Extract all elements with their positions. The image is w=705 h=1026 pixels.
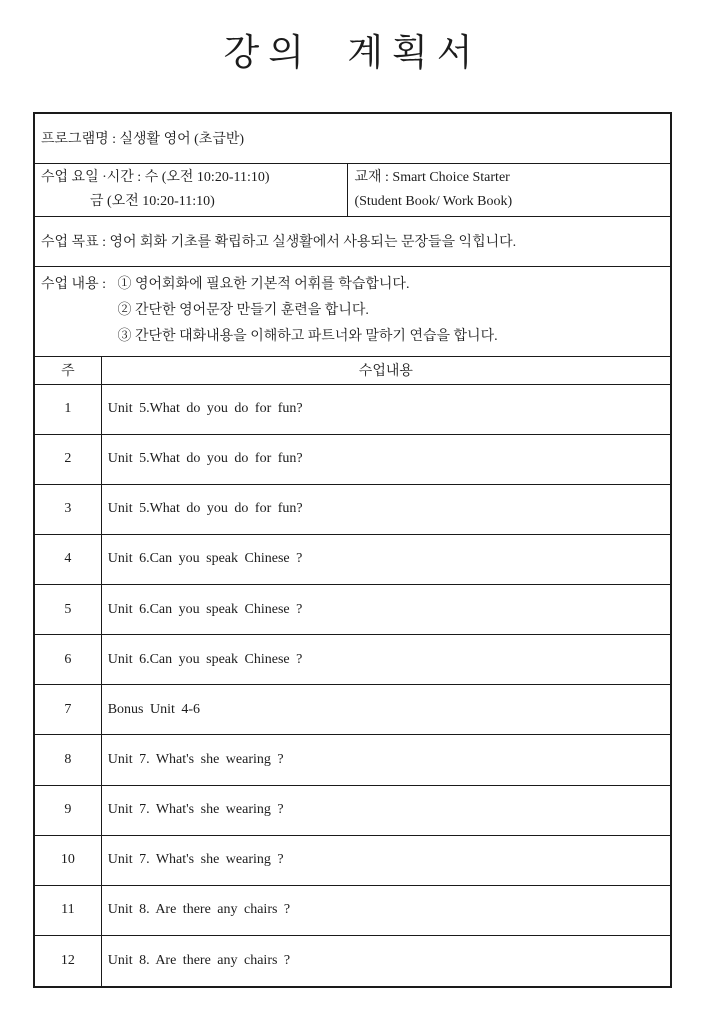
table-row — [34, 434, 671, 484]
table-row — [34, 585, 671, 635]
week-number-cell: 8 — [34, 735, 101, 785]
week-content-cell: Unit 8. Are there any chairs ? — [101, 885, 671, 935]
table-row — [34, 484, 671, 534]
week-number-cell: 7 — [34, 685, 101, 735]
week-number-cell: 12 — [34, 936, 101, 987]
content-row — [34, 266, 671, 356]
week-number-cell: 9 — [34, 785, 101, 835]
goal-row — [34, 216, 671, 266]
week-number-cell: 11 — [34, 885, 101, 935]
content-item-1: ① 영어회화에 필요한 기본적 어휘를 학습합니다. — [117, 277, 410, 292]
table-row — [34, 885, 671, 935]
program-row — [34, 113, 671, 163]
table-row — [34, 785, 671, 835]
class-content-cell — [34, 266, 671, 356]
week-number-cell: 2 — [34, 434, 101, 484]
week-content-cell: Unit 6.Can you speak Chinese ? — [101, 585, 671, 635]
week-number-cell: 6 — [34, 635, 101, 685]
content-column-header: 수업내용 — [101, 356, 671, 384]
week-content-cell: Unit 5.What do you do for fun? — [101, 484, 671, 534]
schedule-header-row — [34, 356, 671, 384]
class-schedule-cell — [34, 163, 348, 216]
week-content-cell: Unit 6.Can you speak Chinese ? — [101, 635, 671, 685]
content-item-3: ③ 간단한 대화내용을 이해하고 파트너와 말하기 연습을 합니다. — [117, 329, 498, 344]
content-items-list — [118, 272, 498, 350]
textbook-line-2: (Student Book/ Work Book) — [354, 193, 513, 209]
week-content-cell: Unit 7. What's she wearing ? — [101, 735, 671, 785]
textbook-line-1: 교재 : Smart Choice Starter — [354, 169, 510, 185]
week-number-cell: 3 — [34, 484, 101, 534]
week-content-cell: Unit 5.What do you do for fun? — [101, 384, 671, 434]
week-content-cell: Unit 6.Can you speak Chinese ? — [101, 534, 671, 584]
table-row — [34, 685, 671, 735]
week-content-cell: Unit 5.What do you do for fun? — [101, 434, 671, 484]
week-number-cell: 10 — [34, 835, 101, 885]
page-title: 강의 계획서 — [223, 33, 482, 74]
table-row — [34, 735, 671, 785]
program-name-cell: 프로그램명 : 실생활 영어 (초급반) — [34, 113, 671, 163]
class-goal-cell: 수업 목표 : 영어 회화 기초를 확립하고 실생활에서 사용되는 문장들을 익힙니다. — [34, 216, 671, 266]
textbook-cell — [348, 163, 671, 216]
table-row — [34, 534, 671, 584]
week-number-cell: 5 — [34, 585, 101, 635]
table-row — [34, 936, 671, 987]
week-content-cell: Unit 7. What's she wearing ? — [101, 835, 671, 885]
content-label: 수업 내용 : — [41, 277, 110, 292]
schedule-line-2: 금 (오전 10:20-11:10) — [90, 193, 215, 209]
table-row — [34, 635, 671, 685]
table-row — [34, 835, 671, 885]
week-content-cell: Bonus Unit 4-6 — [101, 685, 671, 735]
schedule-line-1: 수업 요일 ·시간 : 수 (오전 10:20-11:10) — [41, 169, 270, 185]
schedule-textbook-row — [34, 163, 671, 216]
week-number-cell: 1 — [34, 384, 101, 434]
week-column-header: 주 — [34, 356, 101, 384]
lecture-plan-table — [33, 112, 672, 988]
content-item-2: ② 간단한 영어문장 만들기 훈련을 합니다. — [117, 303, 369, 318]
table-row — [34, 384, 671, 434]
week-content-cell: Unit 8. Are there any chairs ? — [101, 936, 671, 987]
week-content-cell: Unit 7. What's she wearing ? — [101, 785, 671, 835]
week-number-cell: 4 — [34, 534, 101, 584]
